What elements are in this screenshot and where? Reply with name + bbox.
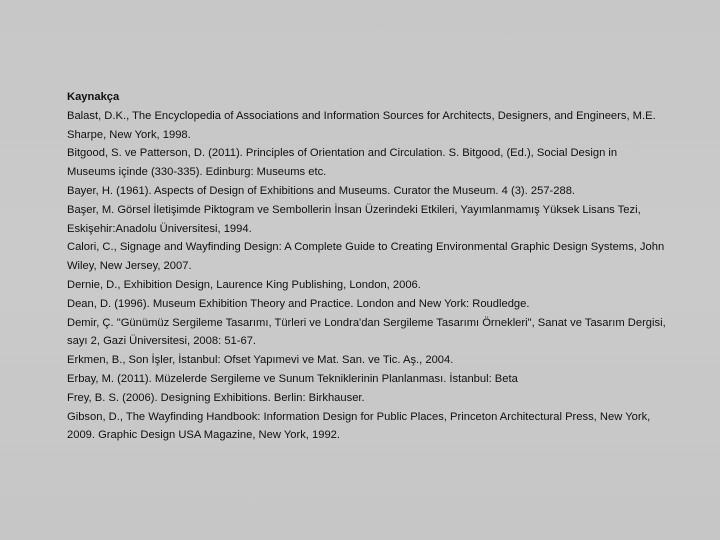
reference-item: Başer, M. Görsel İletişimde Piktogram ve Sembollerin İnsan Üzerindeki Etkileri, Yayımlanmamış Yüksek Lisans Tezi, Eskişehir:Anadolu Üniversitesi, 1994. bbox=[67, 203, 641, 235]
reference-item: Balast, D.K., The Encyclopedia of Associations and Information Sources for Architects, Designers, and Engineers, M.E. Sharpe, New York, 1998. bbox=[67, 109, 656, 141]
reference-item: Gibson, D., The Wayfinding Handbook: Information Design for Public Places, Princeton Architectural Press, New York, 2009. Graphic Design USA Magazine, New York, 1992. bbox=[67, 410, 651, 442]
reference-item: Dean, D. (1996). Museum Exhibition Theory and Practice. London and New York: Roudledge. bbox=[67, 297, 530, 310]
reference-item: Frey, B. S. (2006). Designing Exhibitions. Berlin: Birkhauser. bbox=[67, 391, 365, 404]
reference-item: Erkmen, B., Son İşler, İstanbul: Ofset Yapımevi ve Mat. San. ve Tic. Aş., 2004. bbox=[67, 354, 454, 367]
reference-item: Bayer, H. (1961). Aspects of Design of Exhibitions and Museums. Curator the Museum. 4 (3). 257-288. bbox=[67, 184, 576, 197]
reference-item: Bitgood, S. ve Patterson, D. (2011). Principles of Orientation and Circulation. S. Bitgood, (Ed.), Social Design in Museums içinde (330-335). Edinburg: Museums etc. bbox=[67, 147, 618, 179]
section-heading: Kaynakça bbox=[67, 91, 120, 103]
reference-item: Erbay, M. (2011). Müzelerde Sergileme ve Sunum Tekniklerinin Planlanması. İstanbul: Beta bbox=[67, 372, 518, 385]
reference-item: Dernie, D., Exhibition Design, Laurence King Publishing, London, 2006. bbox=[67, 278, 421, 291]
reference-item: Calori, C., Signage and Wayfinding Design: A Complete Guide to Creating Environmental Graphic Design Systems, John Wiley, New Jersey, 2007. bbox=[67, 241, 665, 273]
reference-item: Demir, Ç. "Günümüz Sergileme Tasarımı, Türleri ve Londra'dan Sergileme Tasarımı Örnekleri", Sanat ve Tasarım Dergisi, sayı 2, Gazi Üniversitesi, 2008: 51-67. bbox=[67, 316, 666, 348]
references-block bbox=[67, 88, 667, 445]
